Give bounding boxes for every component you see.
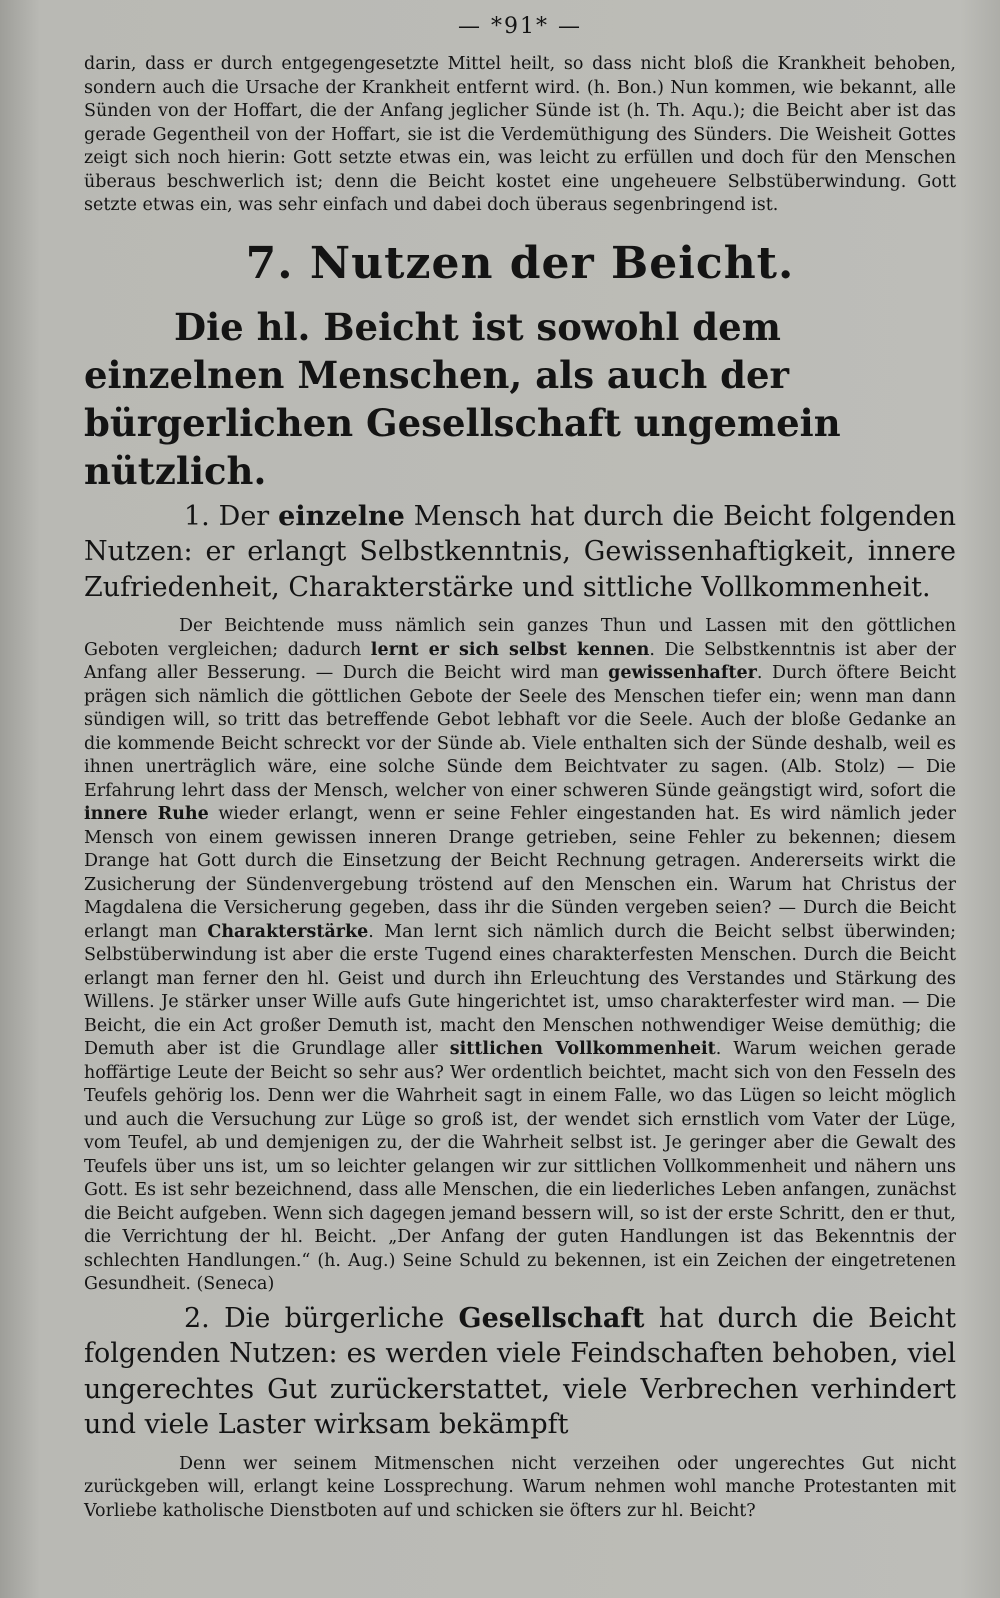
section-heading: 7. Nutzen der Beicht. [245, 237, 795, 289]
emphasis: innere Ruhe [84, 804, 209, 824]
point-1-text: Mensch hat durch die Beicht folgenden Nutzen: er erlangt Selbstkenntnis, Gewissenhaftigkeit, innere Zufriedenheit, Charakterstärke und sittliche Vollkommenheit. [84, 500, 957, 603]
text-run: . Die Selbstkenntnis ist aber der Anfang aller Besserung. — Durch die Beicht wird man [84, 639, 956, 683]
emphasis: gewissenhafter [608, 663, 757, 683]
text-run: . Warum weichen gerade hoffärtige Leute der Beicht so sehr aus? Wer ordentlich beichtet, macht sich von den Fesseln des Teufels gehörig los. Denn wer die Wahrheit sagt in einem Falle, wo das Lügen so leicht möglich und auch die Versuchung zur Lüge so groß ist, der wendet sich ernstlich vom Vater der Lüge, vom Teufel, ab und demjenigen zu, der die Wahrheit selbst ist. Je geringer aber die Gewalt des Teufels über uns ist, um so leichter gelangen wir zur sittlichen Vollkommenheit und nähern uns Gott. Es ist sehr bezeichnend, dass alle Menschen, die ein liederliches Leben anfangen, zunächst die Beicht aufgeben. Wenn sich dagegen jemand bessern will, so ist der erste Schritt, den er thut, die Verrichtung der hl. Beicht. „Der Anfang der guten Handlungen ist das Bekenntnis der schlechten Handlungen.“ (h. Aug.) Seine Schuld zu bekennen, ist ein Zeichen der eingetretenen Gesundheit. (Seneca) [84, 1039, 956, 1294]
point-1-explanation [84, 615, 956, 1297]
point-2-lead: 2. Die bürgerliche [184, 1302, 459, 1334]
thesis-statement: Die hl. Beicht ist sowohl dem einzelnen Menschen, als auch der bürgerlichen Gesellschaft ungemein nützlich. [84, 304, 841, 493]
point-2-explanation: Denn wer seinem Mitmenschen nicht verzeihen oder ungerechtes Gut nicht zurückgeben will, erlangt keine Lossprechung. Warum nehmen wohl manche Protestanten mit Vorliebe katholische Dienstboten auf und schicken sie öfters zur hl. Beicht? [84, 1453, 956, 1521]
text-run: . Durch öftere Beicht prägen sich nämlich die göttlichen Gebote der Seele des Menschen tiefer ein; wenn man dann sündigen will, so tritt das betreffende Gebot lebhaft vor die Seele. Auch der bloße Gedanke an die kommende Beicht schreckt vor der Sünde ab. Viele enthalten sich der Sünde deshalb, weil es ihnen unerträglich wäre, eine solche Sünde dem Beichtvater zu sagen. (Alb. Stolz) — Die Erfahrung lehrt dass der Mensch, welcher von einer schweren Sünde geängstigt wird, sofort die [84, 663, 956, 801]
point-1 [84, 499, 956, 606]
emphasis: sittlichen Vollkommenheit [449, 1039, 716, 1059]
intro-paragraph: darin, dass er durch entgegengesetzte Mittel heilt, so dass nicht bloß die Krankheit behoben, sondern auch die Ursache der Krankheit entfernt wird. (h. Bon.) Nun kommen, wie bekannt, alle Sünden von der Hoffart, die der Anfang jeglicher Sünde ist (h. Th. Aqu.); die Beicht aber ist das gerade Gegentheil von der Hoffart, sie ist die Verdemüthigung des Sünders. Die Weisheit Gottes zeigt sich noch hierin: Gott setzte etwas ein, was leicht zu erfüllen und doch für den Menschen überaus beschwerlich ist; denn die Beicht kostet eine ungeheuere Selbstüberwindung. Gott setzte etwas ein, was sehr einfach und dabei doch überaus segenbringend ist. [84, 54, 956, 215]
point-1-keyword: einzelne [278, 500, 405, 532]
text-run: Der Beichtende muss nämlich sein ganzes Thun und Lassen mit den göttlichen Geboten vergleichen; dadurch [84, 616, 956, 660]
text-run: wieder erlangt, wenn er seine Fehler eingestanden hat. Es wird nämlich jeder Mensch von einem gewissen inneren Drange getrieben, seine Fehler zu bekennen; diesem Drange hat Gott durch die Einsetzung der Beicht Rechnung getragen. Andererseits wirkt die Zusicherung der Sündenvergebung tröstend auf den Menschen ein. Warum hat Christus der Magdalena die Versicherung gegeben, dass ihr die Sünden vergeben seien? — Durch die Beicht erlangt man [84, 804, 956, 942]
emphasis: Charakterstärke [207, 921, 369, 942]
emphasis: lernt er sich selbst kennen [370, 639, 650, 660]
page-number: — *91* — [458, 14, 582, 39]
text-run: . Man lernt sich nämlich durch die Beicht selbst überwinden; Selbstüberwindung ist aber die erste Tugend eines charakterfesten Menschen. Durch die Beicht erlangt man ferner den hl. Geist und durch ihn Erleuchtung des Verstandes und Stärkung des Willens. Je stärker unser Wille aufs Gute hingerichtet ist, umso charakterfester wird man. — Die Beicht, die ein Act großer Demuth ist, macht den Menschen nothwendiger Weise demüthig; die Demuth aber ist die Grundlage aller [84, 921, 956, 1059]
point-2-keyword: Gesellschaft [458, 1302, 645, 1334]
point-1-lead: 1. Der [184, 500, 279, 532]
point-2 [84, 1301, 956, 1443]
point-2-text: hat durch die Beicht folgenden Nutzen: es werden viele Feindschaften behoben, viel ungerechtes Gut zurückerstattet, viele Verbrechen verhindert und viele Laster wirksam bekämpft [84, 1302, 956, 1440]
